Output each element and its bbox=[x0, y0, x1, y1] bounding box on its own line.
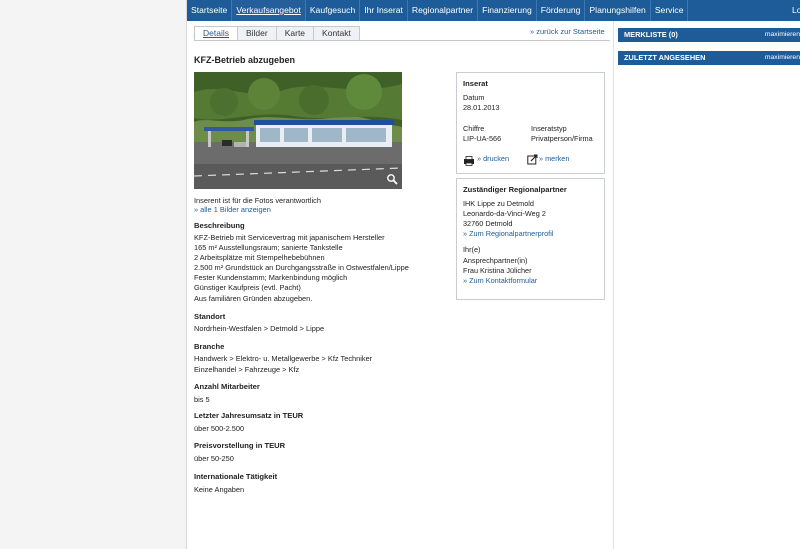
tab-details[interactable]: Details bbox=[194, 26, 238, 41]
partner-profile-link[interactable]: » Zum Regionalpartnerprofil bbox=[463, 229, 554, 238]
zoom-icon[interactable] bbox=[386, 173, 398, 185]
contact-form-link[interactable]: » Zum Kontaktformular bbox=[463, 276, 538, 285]
datum-label: Datum bbox=[463, 93, 485, 102]
nav-foerderung[interactable]: Förderung bbox=[537, 0, 586, 21]
nav-planungshilfen[interactable]: Planungshilfen bbox=[585, 0, 650, 21]
detail-tabs bbox=[194, 26, 359, 41]
beschreibung-line: 2 Arbeitsplätze mit Stempelhebebühnen bbox=[194, 253, 325, 262]
right-column bbox=[614, 0, 800, 549]
international-value: Keine Angaben bbox=[194, 485, 245, 494]
photo-credit: Inserent ist für die Fotos verantwortlich bbox=[194, 196, 321, 205]
nav-startseite[interactable]: Startseite bbox=[187, 0, 232, 21]
mitarbeiter-heading: Anzahl Mitarbeiter bbox=[194, 382, 260, 391]
beschreibung-line: Fester Kundenstamm; Markenbindung möglich bbox=[194, 273, 348, 282]
beschreibung-line: 2.500 m² Grundstück an Durchgangsstraße in Ostwestfalen/Lippe bbox=[194, 263, 409, 272]
international-heading: Internationale Tätigkeit bbox=[194, 472, 278, 481]
branche-value: Handwerk > Elektro- u. Metallgewerbe > Kfz Techniker bbox=[194, 354, 373, 363]
contact-name: Frau Kristina Jülicher bbox=[463, 266, 532, 275]
branche-value: Einzelhandel > Fahrzeuge > Kfz bbox=[194, 365, 300, 374]
tab-kontakt[interactable]: Kontakt bbox=[313, 26, 360, 40]
chiffre-label: Chiffre bbox=[463, 124, 485, 133]
preis-heading: Preisvorstellung in TEUR bbox=[194, 441, 286, 450]
nav-login-partial[interactable]: Lo bbox=[792, 5, 802, 15]
regionalpartner-heading: Zuständiger Regionalpartner bbox=[463, 185, 567, 194]
page-title: KFZ-Betrieb abzugeben bbox=[194, 55, 296, 65]
bookmark-icon[interactable] bbox=[527, 152, 538, 163]
nav-service[interactable]: Service bbox=[651, 0, 689, 21]
tab-karte[interactable]: Karte bbox=[276, 26, 314, 40]
regionalpartner-box bbox=[456, 178, 605, 300]
zuletzt-bar[interactable] bbox=[618, 51, 800, 65]
datum-value: 28.01.2013 bbox=[463, 103, 500, 112]
zuletzt-label: ZULETZT ANGESEHEN bbox=[624, 53, 706, 62]
nav-finanzierung[interactable]: Finanzierung bbox=[478, 0, 537, 21]
nav-regionalpartner[interactable]: Regionalpartner bbox=[408, 0, 478, 21]
branche-heading: Branche bbox=[194, 342, 225, 351]
inserat-box bbox=[456, 72, 605, 174]
printer-icon[interactable] bbox=[463, 153, 475, 163]
inserat-heading: Inserat bbox=[463, 79, 488, 88]
tab-bilder[interactable]: Bilder bbox=[237, 26, 277, 40]
partner-city: 32760 Detmold bbox=[463, 219, 513, 228]
beschreibung-heading: Beschreibung bbox=[194, 221, 245, 230]
mitarbeiter-value: bis 5 bbox=[194, 395, 210, 404]
merkliste-maximize[interactable]: maximieren bbox=[764, 31, 800, 38]
back-to-start-link[interactable]: » zurück zur Startseite bbox=[530, 27, 605, 36]
nav-ihr-inserat[interactable]: Ihr Inserat bbox=[360, 0, 408, 21]
preis-value: über 50-250 bbox=[194, 454, 234, 463]
top-navigation bbox=[187, 0, 800, 21]
umsatz-heading: Letzter Jahresumsatz in TEUR bbox=[194, 411, 304, 420]
chiffre-value: LIP-UA-566 bbox=[463, 134, 502, 143]
inseratstyp-label: Inseratstyp bbox=[531, 124, 567, 133]
contact-line: Ihr(e) bbox=[463, 245, 481, 254]
contact-line: Ansprechpartner(in) bbox=[463, 256, 528, 265]
left-margin bbox=[0, 0, 187, 549]
beschreibung-line: Günstiger Kaufpreis (evtl. Pacht) bbox=[194, 283, 301, 292]
partner-name: IHK Lippe zu Detmold bbox=[463, 199, 534, 208]
beschreibung-line: 165 m² Ausstellungsraum; sanierte Tankstelle bbox=[194, 243, 343, 252]
beschreibung-line: Aus familiären Gründen abzugeben. bbox=[194, 294, 313, 303]
standort-heading: Standort bbox=[194, 312, 226, 321]
beschreibung-line: KFZ-Betrieb mit Servicevertrag mit japanischem Hersteller bbox=[194, 233, 385, 242]
tab-divider bbox=[194, 40, 610, 41]
nav-kaufgesuch[interactable]: Kaufgesuch bbox=[306, 0, 360, 21]
merkliste-bar[interactable] bbox=[618, 28, 800, 42]
all-images-link[interactable]: » alle 1 Bilder anzeigen bbox=[194, 205, 271, 214]
partner-street: Leonardo-da-Vinci-Weg 2 bbox=[463, 209, 546, 218]
umsatz-value: über 500-2.500 bbox=[194, 424, 245, 433]
zuletzt-maximize[interactable]: maximieren bbox=[764, 54, 800, 61]
nav-verkaufsangebot[interactable]: Verkaufsangebot bbox=[232, 0, 306, 21]
print-link[interactable]: » drucken bbox=[477, 154, 510, 163]
standort-value: Nordrhein-Westfalen > Detmold > Lippe bbox=[194, 324, 325, 333]
listing-photo[interactable] bbox=[194, 72, 402, 189]
mark-link[interactable]: » merken bbox=[539, 154, 570, 163]
inseratstyp-value: Privatperson/Firma bbox=[531, 134, 593, 143]
merkliste-label: MERKLISTE (0) bbox=[624, 30, 678, 39]
